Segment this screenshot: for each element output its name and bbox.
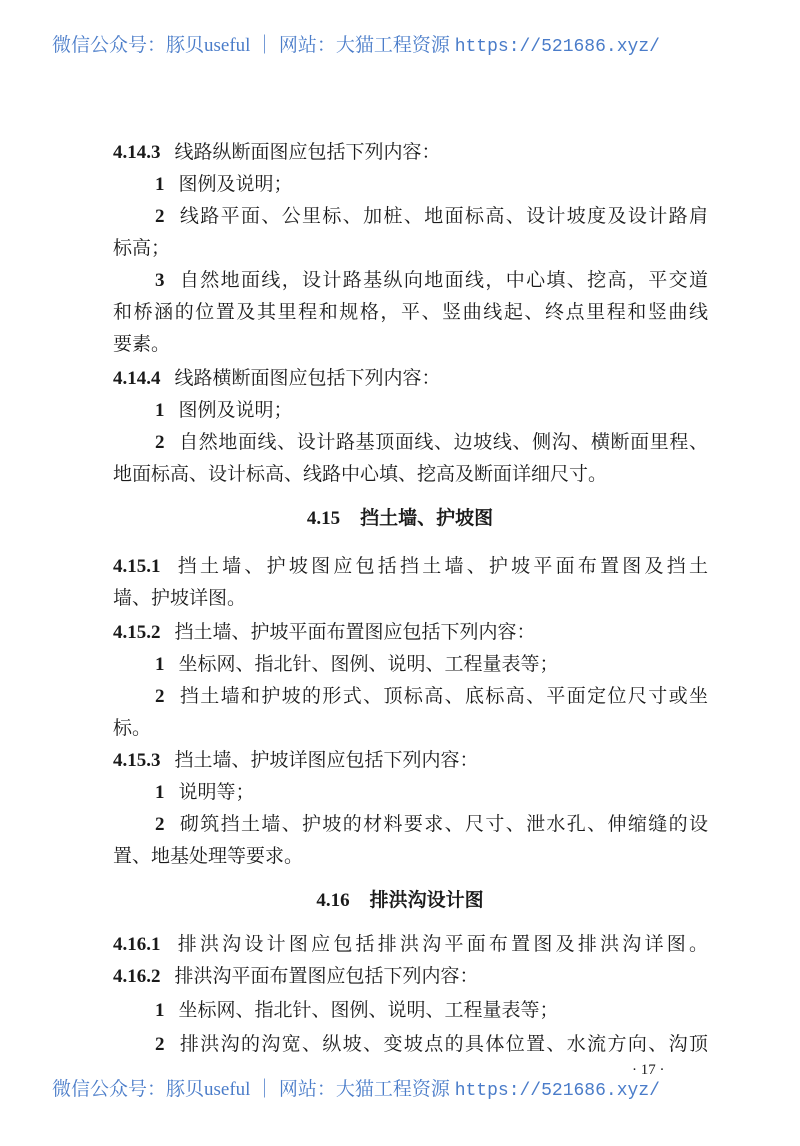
item-number: 3 (155, 270, 165, 291)
section-heading-4-15 (0, 507, 800, 531)
list-item (155, 685, 708, 709)
page-number: · 17 · (632, 1062, 665, 1078)
list-item (155, 173, 293, 197)
item-text: 自然地面线，设计路基纵向地面线，中心填、挖高，平交道 (178, 270, 708, 291)
list-item (155, 813, 708, 837)
clause-number: 4.16.2 (113, 966, 161, 987)
clause-number: 4.15.2 (113, 622, 161, 643)
clause-text-continued: 墙、护坡详图。 (113, 588, 247, 609)
item-text: 线路平面、公里标、加桩、地面标高、设计坡度及设计路肩 (178, 206, 708, 227)
list-item (155, 653, 559, 677)
item-number: 2 (155, 814, 165, 835)
item-number: 1 (155, 782, 165, 803)
item-text: 图例及说明； (178, 174, 293, 195)
clause-4-16-1 (113, 933, 708, 957)
item-number: 2 (155, 1034, 165, 1055)
item-number: 1 (155, 400, 165, 421)
clause-4-16-2 (113, 965, 479, 989)
item-text: 图例及说明； (178, 400, 293, 421)
list-item (155, 205, 708, 229)
item-text: 砌筑挡土墙、护坡的材料要求、尺寸、泄水孔、伸缩缝的设 (178, 814, 708, 835)
clause-number: 4.14.3 (113, 142, 161, 163)
list-item (155, 399, 293, 423)
item-number: 1 (155, 1000, 165, 1021)
list-item (155, 431, 708, 455)
clause-number: 4.15.1 (113, 556, 161, 577)
section-number: 4.15 (306, 508, 341, 529)
clause-4-15-2 (113, 621, 536, 645)
clause-text: 挡土墙、护坡图应包括挡土墙、护坡平面布置图及挡土 (174, 556, 708, 577)
item-text: 自然地面线、设计路基顶面线、边坡线、侧沟、横断面里程、 (178, 432, 708, 453)
item-number: 2 (155, 686, 165, 707)
clause-number: 4.14.4 (113, 368, 161, 389)
section-title: 排洪沟设计图 (369, 890, 484, 911)
clause-text: 排洪沟设计图应包括排洪沟平面布置图及排洪沟详图。 (174, 934, 708, 955)
item-number: 1 (155, 174, 165, 195)
clause-4-15-3 (113, 749, 479, 773)
clause-4-15-1 (113, 555, 708, 579)
list-item (155, 269, 708, 293)
clause-number: 4.15.3 (113, 750, 161, 771)
item-number: 2 (155, 206, 165, 227)
watermark-header (52, 30, 660, 57)
watermark-footer (52, 1074, 660, 1101)
item-text-continued: 置、地基处理等要求。 (113, 846, 304, 867)
list-item (155, 781, 255, 805)
item-text: 挡土墙和护坡的形式、顶标高、底标高、平面定位尺寸或坐 (178, 686, 708, 707)
item-text-continued: 标高； (113, 238, 171, 259)
item-text: 说明等； (178, 782, 255, 803)
list-item (155, 1033, 708, 1057)
section-heading-4-16 (0, 889, 800, 913)
item-number: 1 (155, 654, 165, 675)
clause-4-14-3 (113, 141, 441, 165)
item-number: 2 (155, 432, 165, 453)
item-text: 坐标网、指北针、图例、说明、工程量表等； (178, 654, 559, 675)
watermark-url[interactable]: https://521686.xyz/ (454, 1081, 660, 1101)
item-text-continued: 地面标高、设计标高、线路中心填、挖高及断面详细尺寸。 (113, 464, 608, 485)
clause-title: 线路纵断面图应包括下列内容： (174, 142, 441, 163)
watermark-label: 微信公众号：豚贝useful ｜ 网站：大猫工程资源 (52, 35, 450, 56)
item-text-continued: 标。 (113, 718, 152, 739)
clause-4-14-4 (113, 367, 441, 391)
section-number: 4.16 (316, 890, 350, 911)
watermark-url[interactable]: https://521686.xyz/ (454, 37, 660, 57)
watermark-label: 微信公众号：豚贝useful ｜ 网站：大猫工程资源 (52, 1079, 450, 1100)
clause-number: 4.16.1 (113, 934, 161, 955)
clause-title: 挡土墙、护坡详图应包括下列内容： (174, 750, 479, 771)
clause-title: 线路横断面图应包括下列内容： (174, 368, 441, 389)
item-text-continued: 要素。 (113, 334, 171, 355)
item-text: 排洪沟的沟宽、纵坡、变坡点的具体位置、水流方向、沟顶 (178, 1034, 708, 1055)
clause-title: 排洪沟平面布置图应包括下列内容： (174, 966, 479, 987)
list-item (155, 999, 559, 1023)
clause-title: 挡土墙、护坡平面布置图应包括下列内容： (174, 622, 536, 643)
item-text: 坐标网、指北针、图例、说明、工程量表等； (178, 1000, 559, 1021)
section-title: 挡土墙、护坡图 (360, 508, 494, 529)
item-text-continued: 和桥涵的位置及其里程和规格，平、竖曲线起、终点里程和竖曲线 (113, 302, 708, 323)
